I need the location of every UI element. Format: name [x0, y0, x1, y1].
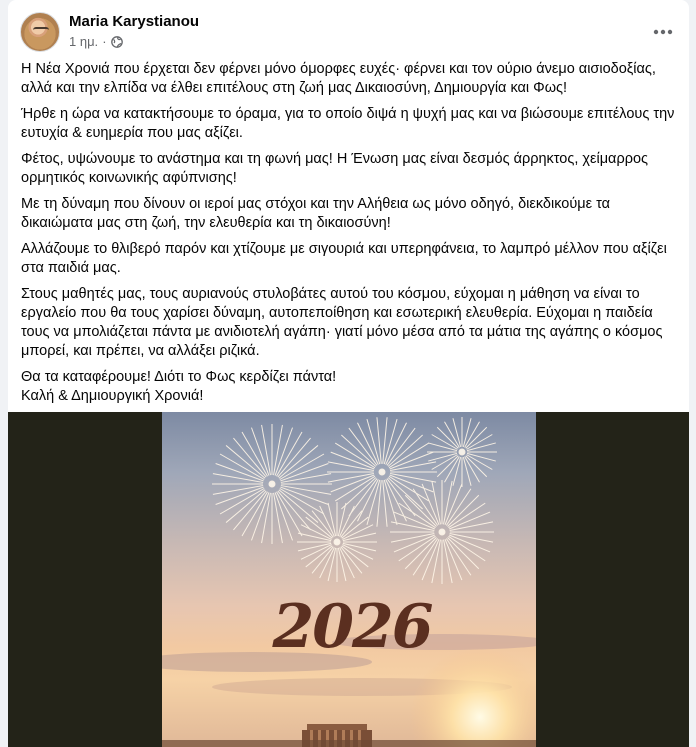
post-header: [20, 12, 677, 56]
firework-ray: [341, 435, 376, 466]
firework-core: [459, 449, 465, 455]
firework-ray: [388, 478, 423, 509]
firework-ray: [466, 427, 487, 448]
post-paragraph-3: Φέτος, υψώνουμε το ανάστημα και τη φωνή μας! Η Ένωση μας είναι δεσμός άρρηκτος, χείμαρρος ορμητικός κοινωνικής αφύπνισης!: [21, 151, 648, 186]
post-paragraph-2: Ήρθε η ώρα να κατακτήσουμε το όραμα, για το οποίο διψά η ψυχή μας και να βιώσουμε επιτέλους την ευτυχία & ευημερία που μας αξίζει.: [21, 106, 675, 141]
post-media[interactable]: [8, 412, 689, 747]
year-text: 2026: [272, 592, 432, 662]
firework-ray: [466, 456, 487, 477]
post-meta: [69, 34, 123, 49]
post-paragraph-6: Στους μαθητές μας, τους αυριανούς στυλοβάτες αυτού του κόσμου, εύχομαι η μάθηση να είναι το εργαλείο που θα τους χαρίσει δύναμη, αυτοπεποίθηση και εσωτερική ελευθερία. Εύχομαι η παιδεία τους να μπολιάζεται πάντα με ανιδιοτελή αγάπη· γιατί μόνο μέσα από τα μάτια της αγάπης ο κόσμος μπορεί, και πρέπει, να αλλάξει ριζικά.: [21, 286, 663, 359]
firework-core: [439, 529, 445, 535]
post-closing-line-2: Καλή & Δημιουργική Χρονιά!: [21, 388, 204, 404]
avatar-glasses: [33, 27, 49, 34]
globe-icon: [111, 36, 123, 48]
firework-ray: [388, 435, 423, 466]
post-closing-line-1: Θα τα καταφέρουμε! Διότι το Φως κερδίζει πάντα!: [21, 369, 337, 385]
firework-core: [379, 469, 385, 475]
more-options-icon[interactable]: [649, 18, 677, 46]
post-timestamp[interactable]: 1 ημ.: [69, 34, 99, 49]
post-paragraph-5: Αλλάζουμε το θλιβερό παρόν και χτίζουμε με σιγουριά και υπερηφάνεια, το λαμπρό μέλλον που αξίζει στα παιδιά μας.: [21, 241, 667, 276]
post-card: [8, 0, 689, 747]
meta-separator: ·: [102, 34, 107, 49]
firework-core: [334, 539, 340, 545]
firework-ray: [341, 478, 376, 509]
author-name[interactable]: Maria Karystianou: [69, 13, 200, 30]
firework-ray: [437, 456, 458, 477]
post-paragraph-1: Η Νέα Χρονιά που έρχεται δεν φέρνει μόνο όμορφες ευχές· φέρνει και τον ούριο άνεμο αισιοδοξίας, αλλά και την ελπίδα να έλθει επιτέλους στη ζωή μας Δικαιοσύνη, Δημιουργία και Φως!: [21, 61, 656, 96]
firework-core: [269, 481, 275, 487]
avatar[interactable]: [20, 12, 60, 52]
firework-ray: [437, 427, 458, 448]
post-text: [21, 60, 676, 406]
post-paragraph-4: Με τη δύναμη που δίνουν οι ιεροί μας στόχοι και την Αλήθεια ως μόνο οδηγό, διεκδικούμε τα δικαιώματα μας στη ζωή, την ελευθερία και τη δικαιοσύνη!: [21, 196, 611, 231]
fireworks-illustration: [162, 412, 536, 747]
new-year-photo[interactable]: [162, 412, 536, 747]
